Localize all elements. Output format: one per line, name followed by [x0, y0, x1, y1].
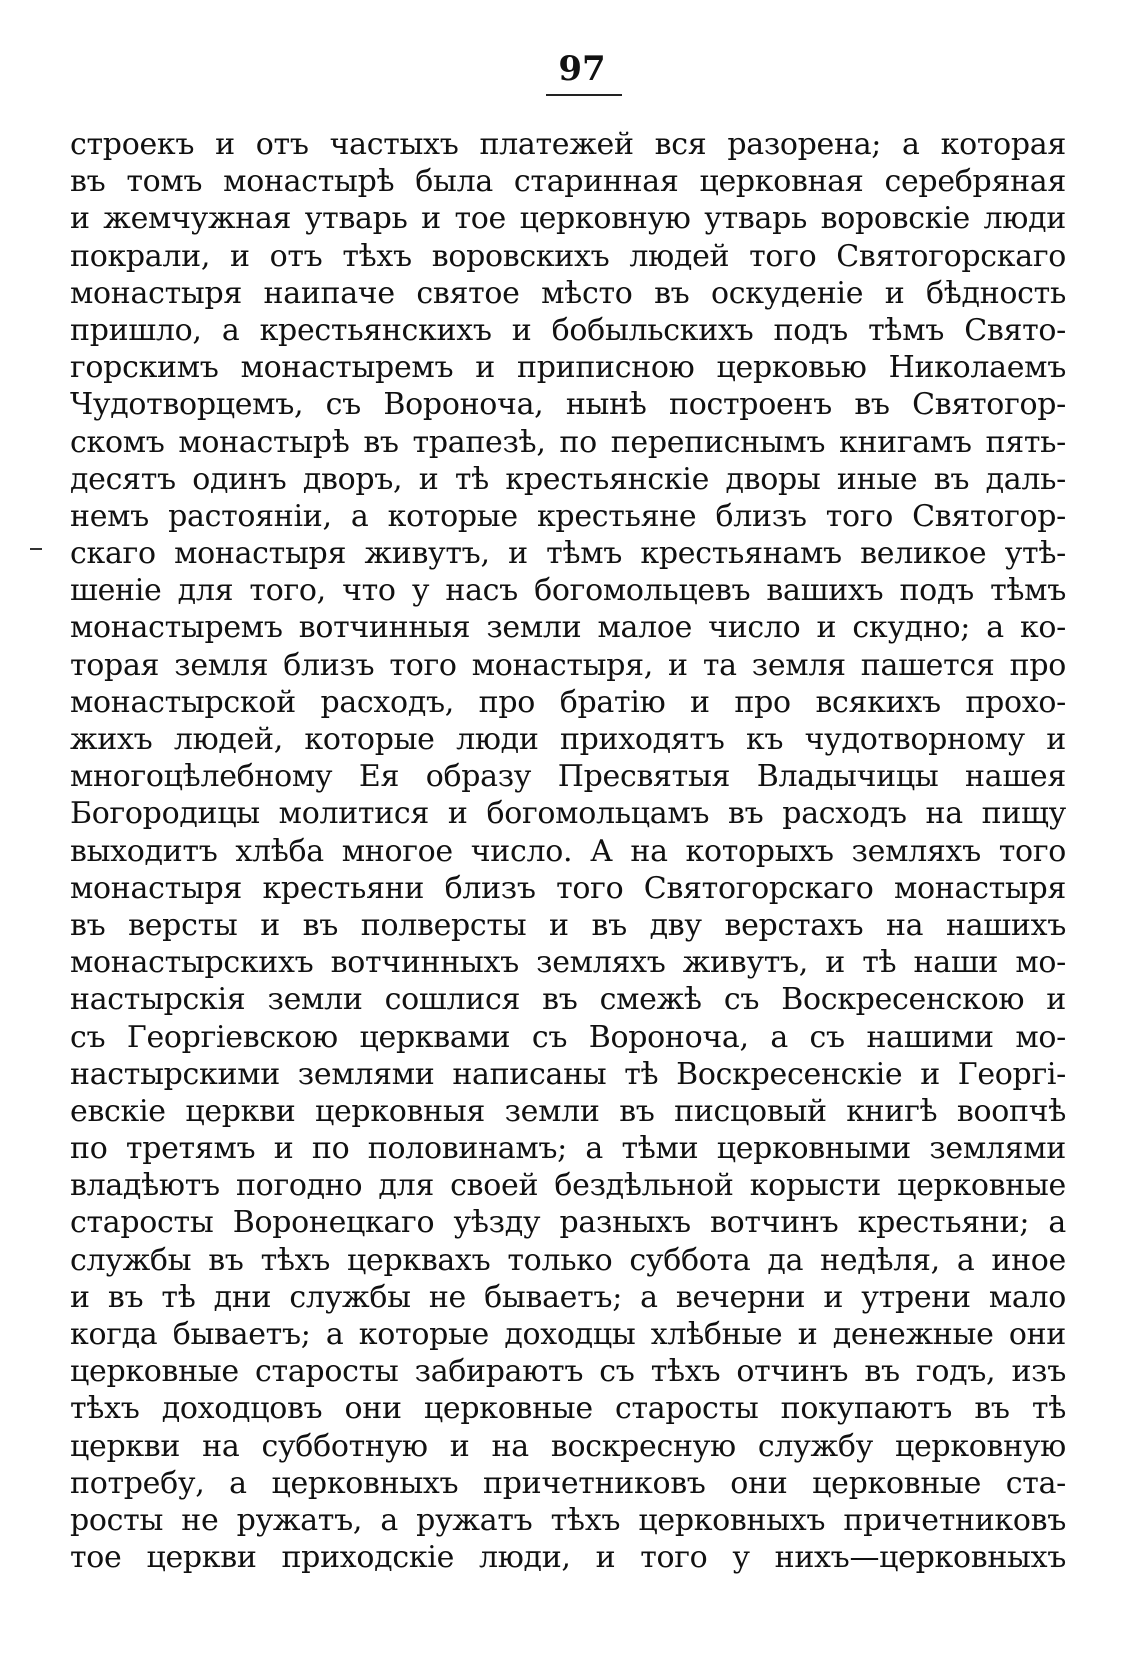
text-line: строекъ и отъ частыхъ платежей вся разорена; а которая	[70, 127, 1066, 162]
text-line: по третямъ и по половинамъ; а тѣми церковными землями	[70, 1131, 1066, 1167]
text-line: Чудотворцемъ, съ Вороноча, нынѣ построенъ въ Святогор-	[70, 387, 1066, 423]
text-line: горскимъ монастыремъ и приписною церковью Николаемъ	[70, 350, 1066, 386]
text-line: когда бываетъ; а которые доходцы хлѣбные и денежные они	[70, 1317, 1066, 1352]
margin-mark	[30, 548, 42, 550]
text-line: монастыря крестьяни близъ того Святогорскаго монастыря	[70, 870, 1066, 906]
text-line: монастырской расходъ, про братiю и про всякихъ прохо-	[70, 684, 1066, 720]
text-line: немъ растоянiи, а которые крестьяне близъ того Святогор-	[70, 498, 1066, 534]
text-line: старосты Воронецкаго уѣзду разныхъ вотчинъ крестьяни; а	[70, 1205, 1066, 1241]
text-line: скомъ монастырѣ въ трапезѣ, по переписнымъ книгамъ пять-	[70, 424, 1066, 460]
text-line: въ томъ монастырѣ была старинная церковная серебряная	[70, 164, 1066, 200]
text-line: монастыря наипаче святое мѣсто въ оскуденiе и бѣдность	[70, 275, 1066, 311]
text-line: пришло, а крестьянскихъ и бобыльскихъ подъ тѣмъ Свято-	[70, 312, 1066, 348]
text-line: владѣютъ погодно для своей бездѣльной корысти церковные	[70, 1168, 1066, 1204]
text-line: десятъ одинъ дворъ, и тѣ крестьянскiе дворы иные въ даль-	[70, 461, 1066, 497]
text-line: и жемчужная утварь и тое церковную утварь воровскiе люди	[70, 201, 1066, 237]
text-line: настырскими землями написаны тѣ Воскресенскiе и Георгi-	[70, 1056, 1066, 1092]
text-line: Богородицы молитися и богомольцамъ въ расходъ на пищу	[70, 796, 1066, 832]
text-line: монастыремъ вотчинныя земли малое число и скудно; а ко-	[70, 610, 1066, 646]
text-line: выходитъ хлѣба многое число. А на которыхъ земляхъ того	[70, 833, 1066, 869]
text-line: и въ тѣ дни службы не бываетъ; а вечерни и утрени мало	[70, 1279, 1066, 1315]
text-line: жихъ людей, которые люди приходятъ къ чудотворному и	[70, 722, 1066, 757]
text-line: покрали, и отъ тѣхъ воровскихъ людей того Святогорскаго	[70, 238, 1066, 274]
text-line: евскiе церкви церковныя земли въ писцовый книгѣ воопчѣ	[70, 1093, 1066, 1129]
text-line: церковные старосты забираютъ съ тѣхъ отчинъ въ годъ, изъ	[70, 1354, 1066, 1390]
body-text	[70, 126, 1066, 1576]
text-line: шенiе для того, что у насъ богомольцевъ вашихъ подъ тѣмъ	[70, 573, 1066, 609]
page-number: 97	[558, 49, 606, 89]
text-line: церкви на субботную и на воскресную службу церковную	[70, 1428, 1066, 1464]
text-line: тое церкви приходскiе люди, и того у нихъ—церковныхъ	[70, 1540, 1066, 1576]
text-line: службы въ тѣхъ церквахъ только суббота да недѣля, а иное	[70, 1242, 1066, 1278]
text-line: въ версты и въ полверсты и въ дву верстахъ на нашихъ	[70, 907, 1066, 943]
text-line: настырскiя земли сошлися въ смежѣ съ Воскресенскою и	[70, 982, 1066, 1018]
text-line: потребу, а церковныхъ причетниковъ они церковные ста-	[70, 1465, 1066, 1501]
text-line: торая земля близъ того монастыря, и та земля пашется про	[70, 647, 1066, 683]
text-line: монастырскихъ вотчинныхъ земляхъ живутъ, и тѣ наши мо-	[70, 945, 1066, 981]
text-line: съ Георгiевскою церквами съ Вороноча, а съ нашими мо-	[70, 1019, 1066, 1055]
text-line: скаго монастыря живутъ, и тѣмъ крестьянамъ великое утѣ-	[70, 536, 1066, 572]
text-line: тѣхъ доходцовъ они церковные старосты покупаютъ въ тѣ	[70, 1391, 1066, 1427]
text-line: многоцѣлебному Ея образу Пресвятыя Владычицы нашея	[70, 759, 1066, 795]
page-number-rule	[546, 94, 622, 96]
text-line: росты не ружатъ, а ружатъ тѣхъ церковныхъ причетниковъ	[70, 1502, 1066, 1538]
